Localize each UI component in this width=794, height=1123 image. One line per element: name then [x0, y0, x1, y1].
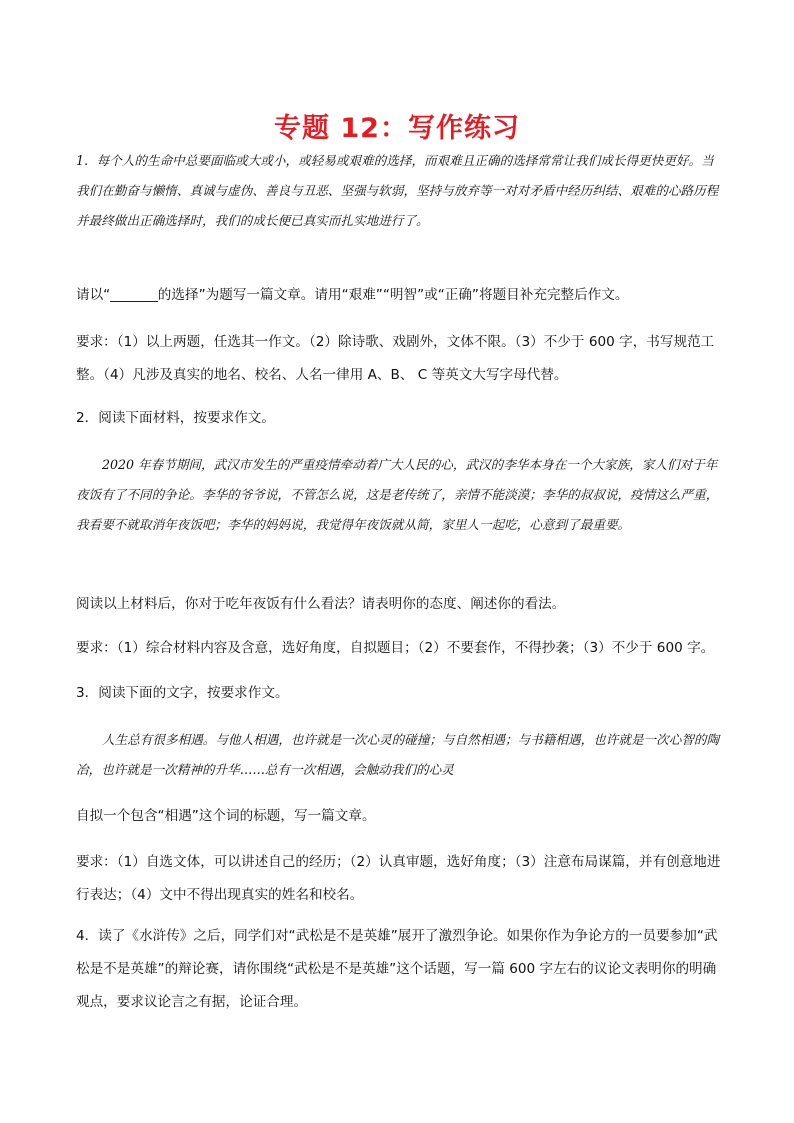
q2-material: 2020 年春节期间，武汉市发生的严重疫情牵动着广大人民的心，武汉的李华本身在一个大家族，家人们对于年夜饭有了不同的争论。李华的爷爷说，不管怎么说，这是老传统了，亲情不能淡漠；李华的叔叔说，疫情这么严重，我看要不就取消年夜饭吧；李华的妈妈说，我觉得年夜饭就从简，家里人一起吃，心意到了最重要。: [76, 457, 719, 532]
q1-requirements: 要求：（1）以上两题，任选其一作文。（2）除诗歌、戏剧外，文体不限。（3）不少于 600 字，书写规范工整。（4）凡涉及真实的地名、校名、人名一律用 A、B、 C 等英文大写字母代替。: [76, 334, 715, 383]
q3-heading: 3．阅读下面的文字，按要求作文。: [76, 685, 289, 701]
q3-prompt: 自拟一个包含“相遇”这个词的标题，写一篇文章。: [76, 808, 376, 824]
q1-material: 1．每个人的生命中总要面临或大或小，或轻易或艰难的选择，而艰难且正确的选择常常让我们成长得更快更好。当我们在勤奋与懒惰、真诚与虚伪、善良与丑恶、坚强与软弱，坚持与放弃等一对对矛盾中经历纠结、艰难的心路历程并最终做出正确选择时，我们的成长便已真实而扎实地进行了。: [76, 153, 719, 228]
q2-requirements: 要求：（1）综合材料内容及含意，选好角度，自拟题目；（2）不要套作，不得抄袭；（3）不少于 600 字。: [76, 640, 715, 656]
q2-prompt: 阅读以上材料后，你对于吃年夜饭有什么看法？请表明你的态度、阐述你的看法。: [76, 596, 566, 612]
q3-material: 人生总有很多相遇。与他人相遇，也许就是一次心灵的碰撞；与自然相遇；与书籍相遇，也许就是一次心智的陶冶，也许就是一次精神的升华……总有一次相遇，会触动我们的心灵: [76, 732, 720, 777]
q2-heading: 2．阅读下面材料，按要求作文。: [76, 410, 275, 426]
q3-requirements: 要求：（1）自选文体，可以讲述自己的经历；（2）认真审题，选好角度；（3）注意布局谋篇，并有创意地进行表达；（4）文中不得出现真实的姓名和校名。: [76, 854, 721, 903]
q1-prompt: 请以“_______的选择”为题写一篇文章。请用“艰难”“明智”或“正确”将题目补充完整后作文。: [76, 287, 629, 303]
q4-text: 4．读了《水浒传》之后，同学们对“武松是不是英雄”展开了激烈争论。如果你作为争论方的一员要参加“武松是不是英雄”的辩论赛，请你围绕“武松是不是英雄”这个话题，写一篇 600 字左右的议论文表明你的明确观点，要求议论言之有据，论证合理。: [76, 928, 718, 1010]
page-title: 专题 12：写作练习: [274, 113, 520, 144]
